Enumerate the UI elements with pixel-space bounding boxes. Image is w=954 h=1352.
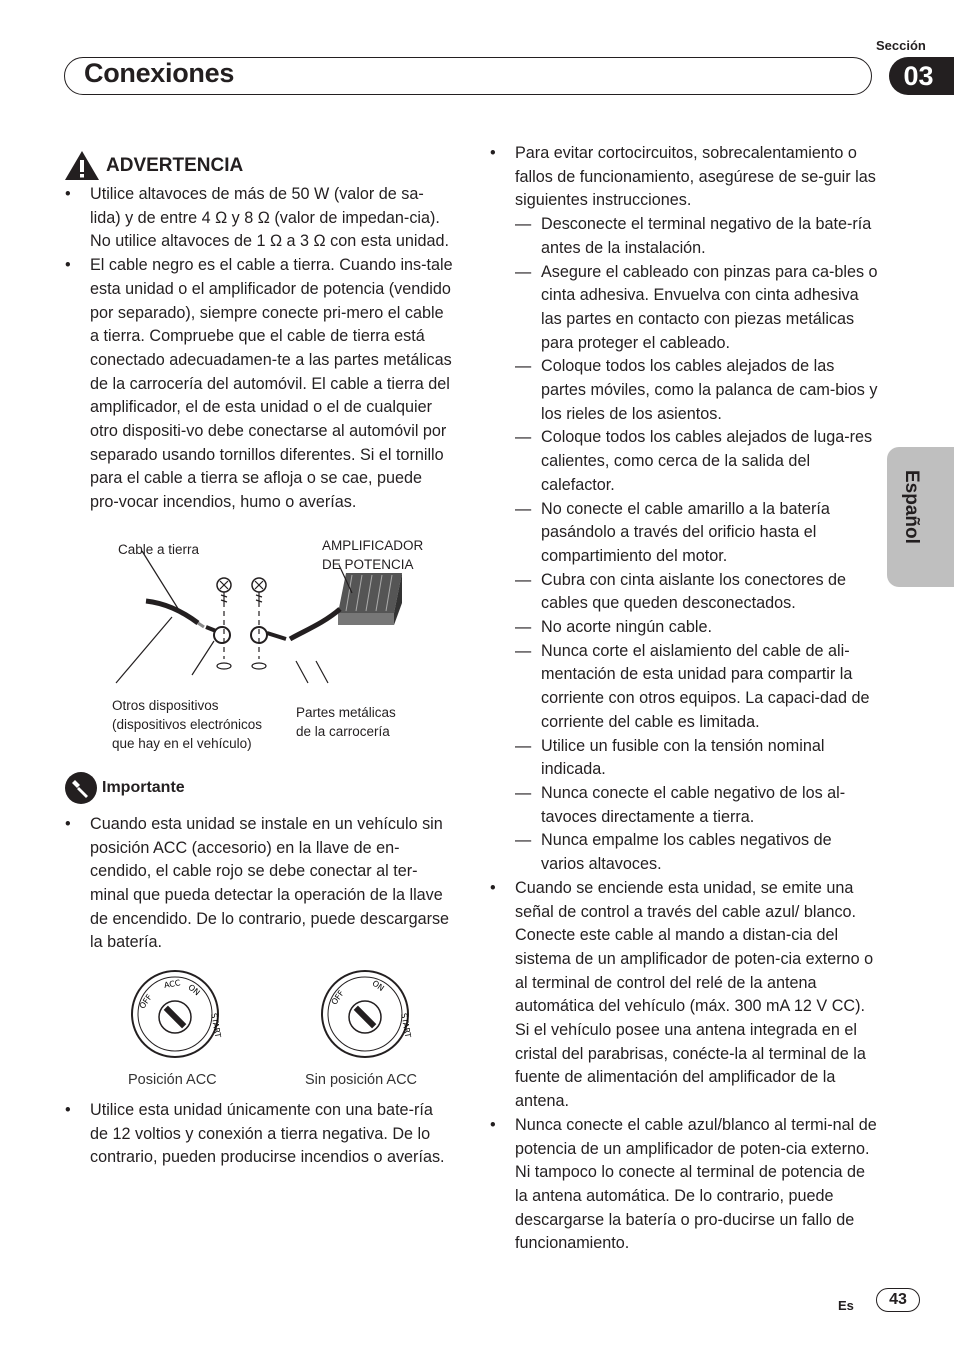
dash-item: — Nunca corte el aislamiento del cable de ali-mentación de esta unidad para compartir la corriente con otros equipos. La capaci-dad de corriente del cable es limitada. <box>515 640 879 735</box>
list-item: • Cuando se enciende esta unidad, se emite una señal de control a través del cable azul/ blanco. Conecte este cable al mando a distan-cia del sistema de un amplificador de poten-cia externo o al terminal de control del relé de la antena automática del vehículo (máx. 300 mA 12 V CC). Si el vehículo posee una antena integrada en el cristal del parabrisas, conécte-la al terminal de la fuente de alimentación del amplificador de la antena. <box>489 877 879 1114</box>
acc-mark: ACC <box>163 978 182 991</box>
list-item: • El cable negro es el cable a tierra. Cuando ins-tale esta unidad o el amplificador de potencia (vendido por separado), siempre conecte pri-mero el cable a tierra. Compruebe que el cable de tierra está conectado adecuadamen-te a las partes metálicas de la carrocería del automóvil. El cable a tierra del amplificador, el de esta unidad o el de cualquier otro dispositi-vo debe conectarse al automóvil por separado usando tornillos diferentes. Si el tornillo para el cable a tierra se afloja o se cae, puede pro-vocar incendios, humo o averías. <box>64 254 454 515</box>
list-item: • Nunca conecte el cable azul/blanco al termi-nal de potencia de un amplificador de poten-cia externo. Ni tampoco lo conecte al terminal de potencia de la antena automática. De lo contrario, puede descargarse la batería o pro-ducirse un fallo de funcionamiento. <box>489 1114 879 1256</box>
dash-item: — Nunca conecte el cable negativo de los al-tavoces directamente a tierra. <box>515 782 879 829</box>
warning-heading <box>64 150 454 181</box>
other-devices-label-line1: Otros dispositivos <box>112 697 219 713</box>
important-icon <box>64 771 98 805</box>
precautions-intro: Para evitar cortocircuitos, sobrecalentamiento o fallos de funcionamiento, asegúrese de se-guir las siguientes instrucciones. <box>515 144 876 210</box>
list-item: • Utilice altavoces de más de 50 W (valor de sa-lida) y de entre 4 Ω y 8 Ω (valor de impedan-cia). No utilice altavoces de 1 Ω a 3 Ω con esta unidad. <box>64 183 454 254</box>
important-list-a <box>64 813 454 955</box>
metal-parts-label-line1: Partes metálicas <box>296 704 396 720</box>
warning-triangle-icon <box>64 150 100 181</box>
acc-position-caption: Posición ACC <box>128 1072 217 1089</box>
right-column <box>489 142 879 1256</box>
ground-wiring-diagram <box>64 523 454 751</box>
other-devices-label-line2: (dispositivos electrónicos <box>112 716 263 732</box>
list-item: • Utilice esta unidad únicamente con una bate-ría de 12 voltios y conexión a tierra negativa. De lo contrario, pueden producirse incendios o averías. <box>64 1099 454 1170</box>
amplifier-label-line2: DE POTENCIA <box>322 556 414 572</box>
precautions-dash-list <box>515 213 879 877</box>
no-acc-position-caption: Sin posición ACC <box>305 1072 418 1089</box>
on-mark: ON <box>370 978 386 994</box>
section-label: Sección <box>876 38 926 53</box>
dash-item: — Nunca empalme los cables negativos de varios altavoces. <box>515 829 879 876</box>
ignition-switch-acc-icon <box>130 969 223 1059</box>
footer-language-code: Es <box>838 1298 854 1313</box>
ignition-switch-diagram <box>64 965 454 1093</box>
important-heading <box>64 771 454 805</box>
ignition-switch-no-acc-icon <box>320 969 413 1059</box>
page-number: 43 <box>876 1288 920 1312</box>
warning-heading-text: ADVERTENCIA <box>106 154 244 176</box>
other-devices-label-line3: que hay en el vehículo) <box>112 735 252 751</box>
metal-parts-label-line2: de la carrocería <box>296 723 390 739</box>
dash-item: — Desconecte el terminal negativo de la bate-ría antes de la instalación. <box>515 213 879 260</box>
list-item <box>489 142 879 877</box>
dash-item: — Coloque todos los cables alejados de luga-res calientes, como cerca de la salida del calefactor. <box>515 426 879 497</box>
important-heading-text: Importante <box>102 778 185 796</box>
dash-item: — No acorte ningún cable. <box>515 616 879 640</box>
dash-item: — Cubra con cinta aislante los conectores de cables que queden desconectados. <box>515 569 879 616</box>
dash-item: — Asegure el cableado con pinzas para ca-bles o cinta adhesiva. Envuelva con cinta adhesiva las partes en contacto con piezas metálicas para proteger el cableado. <box>515 261 879 356</box>
page-title: Conexiones <box>84 58 235 88</box>
off-mark: OFF <box>137 992 154 1011</box>
dash-item: — Coloque todos los cables alejados de las partes móviles, como la palanca de cam-bios y los rieles de los asientos. <box>515 355 879 426</box>
warning-list <box>64 183 454 515</box>
amplifier-label-line1: AMPLIFICADOR <box>322 537 424 553</box>
start-mark: START <box>399 1012 413 1039</box>
language-tab-label: Español <box>901 470 922 544</box>
dash-item: — Utilice un fusible con la tensión nominal indicada. <box>515 735 879 782</box>
precautions-list <box>489 142 879 1256</box>
on-mark: ON <box>186 982 202 998</box>
off-mark: OFF <box>329 988 346 1007</box>
ground-cable-label: Cable a tierra <box>118 541 200 557</box>
dash-item: — No conecte el cable amarillo a la batería pasándolo a través del orificio hasta el compartimiento del motor. <box>515 498 879 569</box>
list-item: • Cuando esta unidad se instale en un vehículo sin posición ACC (accesorio) en la llave de en-cendido, el cable rojo se debe conectar al ter-minal que pueda detectar la operación de la llave de encendido. De lo contrario, puede descargarse la batería. <box>64 813 454 955</box>
important-list-b <box>64 1099 454 1170</box>
start-mark: START <box>209 1012 223 1039</box>
section-number-badge: 03 <box>889 57 954 95</box>
left-column <box>64 150 454 1170</box>
